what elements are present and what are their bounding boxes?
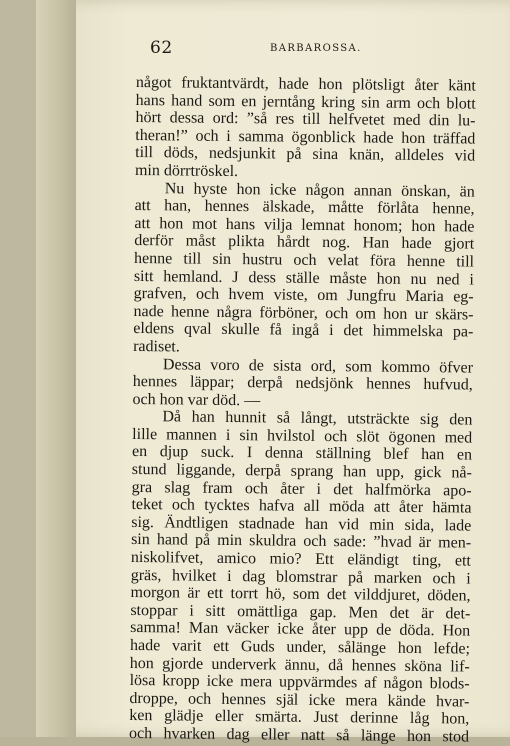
text-line: stund liggande, derpå sprang han upp, gick nå- — [131, 461, 472, 482]
text-line: och hon var död. — — [132, 390, 261, 410]
text-line: och hvarken dag eller natt så länge hon stod — [129, 724, 470, 746]
text-line: droppe, och hennes själ icke mera kände hvar- — [129, 689, 470, 711]
text-line: hans hand som en jerntång kring sin arm och blott — [135, 91, 476, 113]
text-line: samma! Man väcker icke åter upp de döda. Hon — [130, 619, 471, 640]
text-line: theran!” och i samma ögonblick hade hon träffad — [135, 126, 476, 148]
text-line: sitt hemland. J dess ställe måste hon nu ned i — [133, 267, 474, 289]
text-line: sig. Ändtligen stadnade han vid min sida, lade — [131, 513, 472, 535]
text-line: gräs, hvilket i dag blomstrar på marken och i — [130, 566, 471, 588]
text-line: ken glädje eller smärta. Just derinne låg hon, — [129, 707, 470, 728]
text-line: stoppar i sitt omättliga gap. Men det är det- — [130, 601, 471, 623]
text-line: morgon är ett torrt hö, som det vilddjuret, döden, — [130, 584, 471, 605]
text-line: teket och tycktes hafva all möda att åter hämta — [131, 496, 472, 517]
text-line: gra slag fram och åter i det halfmörka apo- — [131, 478, 472, 500]
text-line: eldens qval skulle få ingå i det himmelska pa- — [133, 320, 474, 341]
text-line: något fruktantvärdt, hade hon plötsligt åter känt — [135, 74, 476, 95]
text-line: hade varit ett Guds under, sålänge hon lefde; — [129, 636, 471, 658]
text-line: Nu hyste hon icke någon annan önskan, än — [164, 179, 475, 201]
running-head: BARBAROSSA. — [270, 43, 362, 54]
text-line: Dessa voro de sista ord, som kommo öfver — [162, 355, 474, 377]
page-number: 62 — [150, 38, 173, 58]
text-line: Då han hunnit så långt, utsträckte sig den — [162, 408, 473, 429]
text-line: derför måst plikta hårdt nog. Han hade gjort — [134, 232, 475, 253]
text-line: att han, hennes älskade, måtte förlåta henne, — [134, 197, 475, 218]
text-line: radiset. — [133, 337, 180, 356]
text-line: henne till sin hustru och velat föra henne till — [133, 249, 475, 271]
text-line: till döds, nedsjunkit på sina knän, alldeles vid — [135, 144, 476, 165]
page-header — [150, 38, 450, 58]
body-text — [129, 74, 476, 746]
text-line: en djup suck. I denna ställning blef han en — [131, 443, 473, 465]
text-line: att hon mot hans vilja lemnat honom; hon hade — [134, 214, 475, 236]
text-line: sin hand på min skuldra och sade: ”hvad är men- — [131, 531, 472, 552]
text-line: hon gjorde underverk ännu, då hennes sköna lif- — [129, 654, 470, 676]
page-gutter — [36, 0, 76, 737]
text-line: niskolifvet, amico mio? Ett eländigt ting, ett — [130, 549, 472, 570]
text-line: lille mannen i sin hvilstol och slöt ögonen med — [132, 425, 473, 447]
text-line: nade henne några förböner, och om hon ur skärs- — [133, 302, 474, 324]
text-line: hört dessa ord: ”så res till helfvetet med din lu- — [135, 109, 476, 130]
text-line: min dörrtröskel. — [134, 161, 239, 181]
text-line: lösa kropp icke mera uppvärmdes af någon blods- — [129, 672, 470, 693]
text-line: hennes läppar; derpå nedsjönk hennes hufvud, — [132, 373, 473, 394]
text-line: grafven, och hvem viste, om Jungfru Maria eg- — [133, 285, 474, 306]
